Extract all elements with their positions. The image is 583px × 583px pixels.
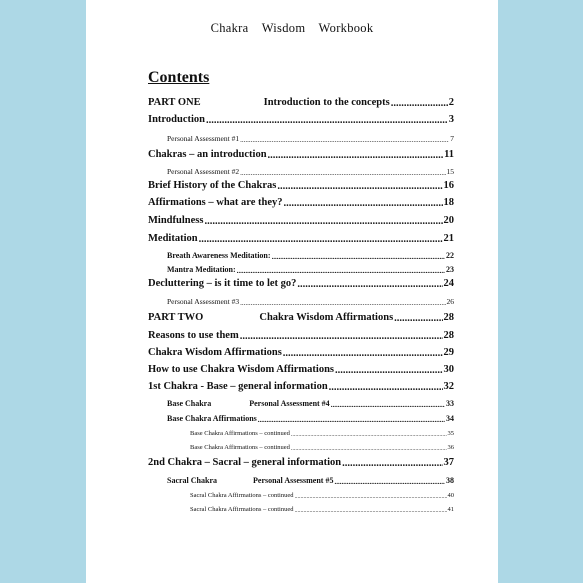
toc-entry[interactable] [167,476,454,485]
dot-leader [335,365,442,376]
toc-entry-part-one[interactable] [148,97,454,108]
toc-entry-title: Decluttering – is it time to let go? [148,278,297,289]
dot-leader [240,331,443,342]
toc-entry[interactable] [167,167,454,176]
dot-leader [258,415,445,423]
toc-entry-title: PART ONE [148,97,201,108]
toc-entry-page: 26 [446,297,454,306]
dot-leader [272,252,445,260]
dot-leader [240,168,445,176]
dot-leader [291,431,447,438]
dot-leader [391,98,448,109]
dot-leader [268,150,444,161]
toc-entry-page: 32 [443,381,454,392]
dot-leader [284,198,443,209]
toc-entry[interactable] [148,381,454,392]
toc-entry[interactable] [148,233,454,244]
toc-entry-title: Base Chakra Affirmations [167,414,257,423]
contents-heading: Contents [148,69,210,86]
dot-leader [342,458,442,469]
toc-entry[interactable] [148,197,454,208]
toc-entry-page: 23 [446,265,454,274]
toc-entry[interactable] [148,149,454,160]
toc-entry-title: Breath Awareness Meditation: [167,251,271,260]
dot-leader [240,298,445,306]
toc-entry[interactable] [167,297,454,306]
toc-entry[interactable] [190,506,454,513]
toc-entry-page: 2 [448,97,454,108]
toc-entry-title: Base Chakra Affirmations – continued [190,444,290,451]
toc-entry-title: Mindfulness [148,215,204,226]
dot-leader [295,507,447,514]
toc-entry[interactable] [148,330,454,341]
toc-entry-title: Chakras – an introduction [148,149,267,160]
toc-entry-title: Base Chakra Affirmations – continued [190,430,290,437]
toc-entry-title: Personal Assessment #2 [167,167,240,176]
toc-entry-title: Meditation [148,233,198,244]
toc-entry-title: Personal Assessment #1 [167,134,240,143]
toc-entry-title: How to use Chakra Wisdom Affirmations [148,364,335,375]
toc-entry[interactable] [148,180,454,191]
toc-entry-page: 28 [443,312,454,323]
toc-entry-title: Sacral Chakra [167,476,217,485]
toc-entry-page: 33 [446,399,454,408]
toc-entry-title: Sacral Chakra Affirmations – continued [190,506,294,513]
dot-leader [334,477,445,485]
running-header: Chakra Wisdom Workbook [210,21,374,35]
toc-entry-part-two[interactable] [148,312,454,323]
toc-entry-page: 29 [443,347,454,358]
dot-leader [283,348,443,359]
toc-entry-page: 41 [447,506,454,513]
toc-entry[interactable] [148,347,454,358]
toc-entry-page: 36 [447,444,454,451]
dot-leader [297,279,442,290]
toc-entry[interactable] [167,134,454,143]
toc-entry-title: Affirmations – what are they? [148,197,283,208]
toc-entry[interactable] [190,492,454,499]
toc-entry-page: 40 [447,492,454,499]
toc-entry[interactable] [148,215,454,226]
toc-entry-page: 20 [443,215,454,226]
toc-entry-page: 24 [443,278,454,289]
toc-entry-subtitle: Personal Assessment #5 [253,476,334,485]
toc-entry-page: 7 [450,134,454,143]
toc-entry[interactable] [167,399,454,408]
dot-leader [295,493,447,500]
toc-entry-title: Introduction [148,114,205,125]
dot-leader [277,181,442,192]
toc-entry-page: 30 [443,364,454,375]
toc-entry-page: 37 [443,457,454,468]
toc-entry-page: 15 [446,167,454,176]
dot-leader [204,216,442,227]
toc-entry-title: PART TWO [148,312,204,323]
toc-entry-subtitle: Personal Assessment #4 [249,399,330,408]
toc-entry-subtitle: Chakra Wisdom Affirmations [259,312,394,323]
toc-entry-page: 28 [443,330,454,341]
toc-entry-page: 21 [443,233,454,244]
toc-entry-page: 38 [446,476,454,485]
toc-entry-page: 22 [446,251,454,260]
dot-leader [291,445,447,452]
toc-entry[interactable] [167,251,454,260]
toc-entry-page: 16 [443,180,454,191]
toc-entry[interactable] [148,457,454,468]
toc-entry[interactable] [148,278,454,289]
toc-entry[interactable] [148,114,454,125]
toc-entry[interactable] [167,414,454,423]
toc-entry[interactable] [190,430,454,437]
toc-entry-title: Brief History of the Chakras [148,180,277,191]
toc-entry-title: 2nd Chakra – Sacral – general information [148,457,342,468]
toc-entry-page: 3 [448,114,454,125]
toc-entry-title: Base Chakra [167,399,212,408]
dot-leader [199,234,443,245]
toc-entry[interactable] [148,364,454,375]
toc-entry-title: Reasons to use them [148,330,239,341]
dot-leader [237,266,445,274]
toc-entry-subtitle: Introduction to the concepts [263,97,390,108]
toc-entry-title: Mantra Meditation: [167,265,236,274]
dot-leader [331,400,445,408]
toc-entry-page: 34 [446,414,454,423]
toc-entry-title: Chakra Wisdom Affirmations [148,347,282,358]
dot-leader [329,382,443,393]
toc-entry[interactable] [190,444,454,451]
toc-entry-title: Sacral Chakra Affirmations – continued [190,492,294,499]
toc-entry-title: Personal Assessment #3 [167,297,240,306]
toc-entry-page: 35 [447,430,454,437]
dot-leader [394,313,442,324]
dot-leader [240,135,449,143]
document-page [86,0,498,583]
toc-entry[interactable] [167,265,454,274]
toc-entry-page: 18 [443,197,454,208]
dot-leader [206,115,448,126]
toc-entry-page: 11 [444,149,454,160]
toc-entry-title: 1st Chakra - Base – general information [148,381,328,392]
